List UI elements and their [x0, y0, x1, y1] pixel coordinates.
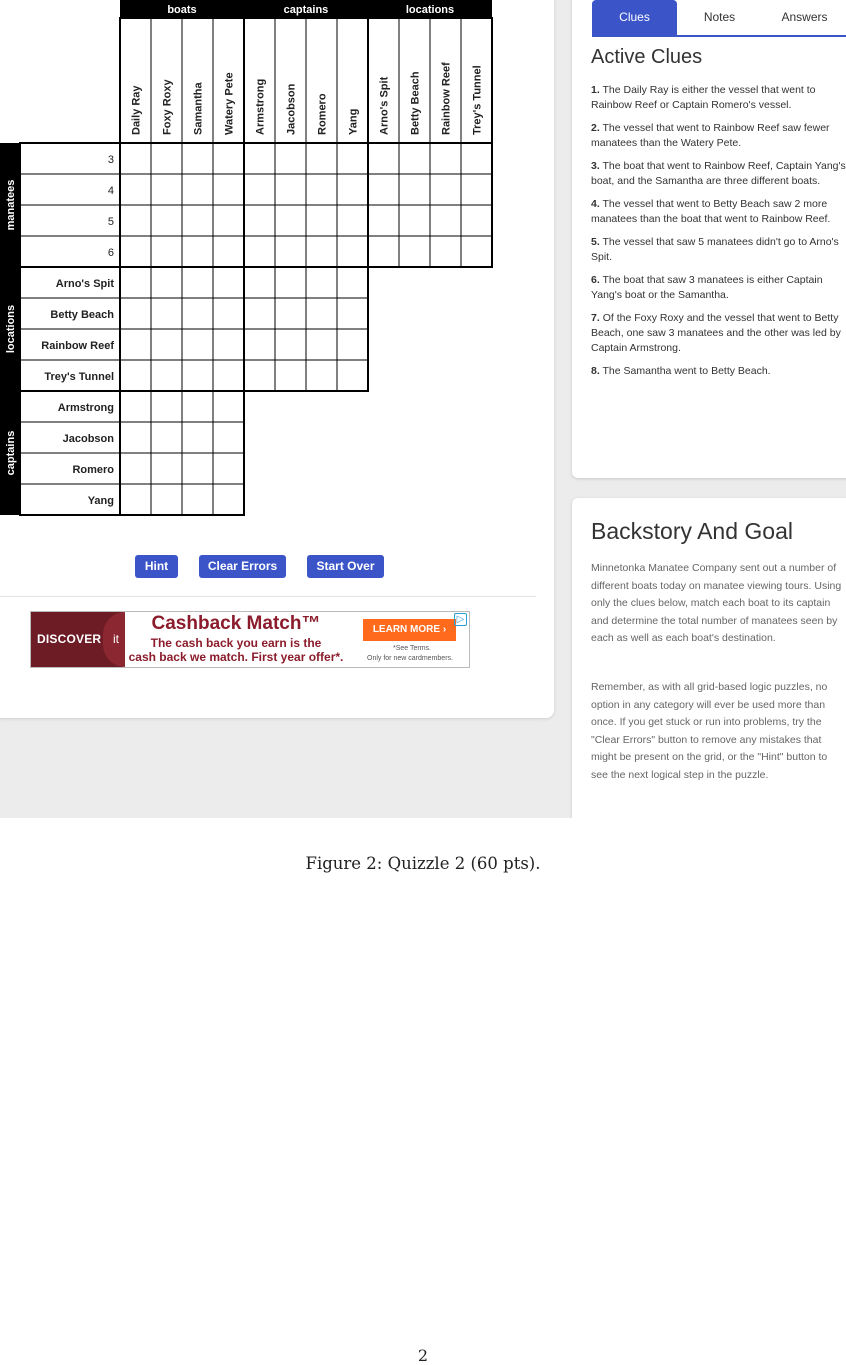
grid-cell[interactable] [151, 422, 182, 453]
grid-cell[interactable] [182, 236, 213, 267]
clue-number: 4. [591, 198, 600, 210]
grid-cell[interactable] [244, 360, 275, 391]
column-header-label: Yang [347, 108, 360, 135]
grid-cell[interactable] [182, 484, 213, 515]
ad-learn-more-button[interactable]: LEARN MORE › [363, 619, 456, 641]
grid-cell[interactable] [399, 205, 430, 236]
grid-cell[interactable] [244, 236, 275, 267]
clue-number: 6. [591, 274, 600, 286]
grid-cell[interactable] [213, 422, 244, 453]
grid-cell[interactable] [213, 298, 244, 329]
grid-cell[interactable] [461, 143, 492, 174]
clue-text: The vessel that went to Betty Beach saw 2 more manatees than the boat that went to Rainbow Reef. [591, 198, 831, 225]
tab-notes[interactable]: Notes [703, 10, 736, 24]
grid-cell[interactable] [182, 391, 213, 422]
grid-cell[interactable] [213, 174, 244, 205]
grid-cell[interactable] [151, 205, 182, 236]
grid-cell[interactable] [120, 329, 151, 360]
grid-cell[interactable] [151, 236, 182, 267]
grid-cell[interactable] [368, 143, 399, 174]
clue-text: Of the Foxy Roxy and the vessel that went to Betty Beach, one saw 3 manatees and the other was led by Captain Armstrong. [591, 312, 841, 354]
grid-cell[interactable] [182, 329, 213, 360]
grid-cell[interactable] [337, 143, 368, 174]
grid-cell[interactable] [337, 329, 368, 360]
grid-cell[interactable] [213, 267, 244, 298]
clue-item [591, 197, 846, 227]
clue-text: The Samantha went to Betty Beach. [602, 365, 771, 377]
grid-cell[interactable] [120, 484, 151, 515]
row-label: Jacobson [62, 433, 114, 445]
grid-cell[interactable] [275, 143, 306, 174]
grid-cell[interactable] [275, 329, 306, 360]
backstory-panel [572, 498, 846, 818]
grid-cell[interactable] [120, 298, 151, 329]
grid-cell[interactable] [244, 143, 275, 174]
grid-cell[interactable] [399, 174, 430, 205]
grid-cell[interactable] [399, 143, 430, 174]
figure-caption: Figure 2: Quizzle 2 (60 pts). [305, 854, 541, 873]
grid-cell[interactable] [120, 205, 151, 236]
row-group-label: captains [5, 430, 17, 476]
column-header-label: Samantha [192, 82, 205, 135]
clue-item [591, 83, 846, 113]
grid-cell[interactable] [306, 360, 337, 391]
grid-cell[interactable] [151, 298, 182, 329]
row-label: 5 [107, 216, 114, 228]
grid-cell[interactable] [337, 267, 368, 298]
clue-text: The vessel that saw 5 manatees didn't go to Arno's Spit. [591, 236, 839, 263]
clues-heading: Active Clues [591, 46, 703, 68]
grid-cell[interactable] [275, 267, 306, 298]
ad-brand-suffix: it [103, 612, 125, 667]
divider [0, 596, 536, 597]
grid-cell[interactable] [151, 267, 182, 298]
grid-cell[interactable] [399, 236, 430, 267]
grid-cell[interactable] [461, 174, 492, 205]
grid-cell[interactable] [244, 298, 275, 329]
clue-text: The Daily Ray is either the vessel that went to Rainbow Reef or Captain Romero's vessel. [591, 84, 816, 111]
tab-clues[interactable]: Clues [592, 0, 677, 35]
clue-number: 2. [591, 122, 600, 134]
grid-cell[interactable] [182, 267, 213, 298]
hint-button[interactable]: Hint [135, 555, 178, 578]
grid-cell[interactable] [337, 298, 368, 329]
column-header-label: Romero [316, 93, 329, 135]
column-header-label: Daily Ray [130, 85, 143, 135]
clues-panel [572, 0, 846, 478]
grid-cell[interactable] [151, 329, 182, 360]
backstory-paragraph-2: Remember, as with all grid-based logic puzzles, no option in any category will ever be used more than once. If you get stuck or run into problems, try the "Clear Errors" button to remove any mistakes that might be present on the grid, or the "Hint" button to see the next logical step in the puzzle. [591, 681, 828, 781]
grid-cell[interactable] [213, 484, 244, 515]
grid-cell[interactable] [120, 267, 151, 298]
grid-cell[interactable] [430, 236, 461, 267]
clue-text: The vessel that went to Rainbow Reef saw fewer manatees than the Watery Pete. [591, 122, 830, 149]
start-over-button[interactable]: Start Over [307, 555, 384, 578]
grid-cell[interactable] [306, 267, 337, 298]
clue-item [591, 235, 846, 265]
row-label: Yang [87, 495, 114, 507]
backstory-paragraph-1: Minnetonka Manatee Company sent out a number of different boats today on manatee viewing tours. Using only the clues below, match each boat to its captain and determine the total number of manatees seen by each as well as each boat's destination. [591, 562, 842, 644]
grid-cell[interactable] [244, 267, 275, 298]
grid-cell[interactable] [430, 174, 461, 205]
ad-title: Cashback Match™ [151, 613, 321, 634]
grid-cell[interactable] [337, 236, 368, 267]
column-header-label: Rainbow Reef [440, 62, 453, 135]
grid-cell[interactable] [182, 174, 213, 205]
grid-cell[interactable] [244, 329, 275, 360]
clue-item [591, 121, 846, 151]
column-header-label: Foxy Roxy [161, 79, 174, 135]
column-header-label: Arno's Spit [378, 76, 391, 135]
clue-list [591, 83, 846, 387]
grid-cell[interactable] [120, 143, 151, 174]
grid-cell[interactable] [213, 360, 244, 391]
grid-cell[interactable] [275, 236, 306, 267]
row-label: Trey's Tunnel [44, 371, 114, 383]
row-label: Rainbow Reef [41, 340, 114, 352]
grid-cell[interactable] [213, 329, 244, 360]
page-number: 2 [417, 1346, 429, 1365]
row-label: Betty Beach [50, 309, 114, 321]
grid-cell[interactable] [306, 143, 337, 174]
grid-cell[interactable] [120, 236, 151, 267]
grid-cell[interactable] [151, 484, 182, 515]
row-label: 3 [107, 154, 114, 166]
clue-number: 1. [591, 84, 600, 96]
clue-number: 5. [591, 236, 600, 248]
grid-cell[interactable] [120, 391, 151, 422]
grid-cell[interactable] [182, 422, 213, 453]
grid-cell[interactable] [275, 298, 306, 329]
clue-item [591, 311, 846, 356]
grid-cell[interactable] [368, 236, 399, 267]
grid-cell[interactable] [461, 236, 492, 267]
grid-cell[interactable] [182, 143, 213, 174]
grid-cell[interactable] [306, 329, 337, 360]
ad-line-2: cash back we match. First year offer*. [128, 650, 344, 664]
grid-cell[interactable] [430, 205, 461, 236]
row-label: Armstrong [57, 402, 114, 414]
row-label: Arno's Spit [55, 278, 114, 290]
advertisement-banner[interactable] [30, 611, 470, 668]
grid-cell[interactable] [213, 205, 244, 236]
grid-cell[interactable] [461, 205, 492, 236]
grid-cell[interactable] [306, 236, 337, 267]
grid-cell[interactable] [306, 298, 337, 329]
grid-cell[interactable] [430, 143, 461, 174]
clue-number: 3. [591, 160, 600, 172]
tabs-underline [592, 35, 846, 37]
ad-terms: *See Terms. [393, 645, 431, 652]
row-group-label: manatees [5, 179, 17, 231]
grid-cell[interactable] [275, 205, 306, 236]
clue-item [591, 159, 846, 189]
row-label: 4 [107, 185, 114, 197]
clue-number: 7. [591, 312, 600, 324]
grid-cell[interactable] [213, 391, 244, 422]
column-header-label: Trey's Tunnel [471, 65, 484, 135]
clue-item [591, 364, 846, 379]
grid-cell[interactable] [182, 205, 213, 236]
grid-cell[interactable] [151, 174, 182, 205]
grid-cell[interactable] [151, 391, 182, 422]
grid-cell[interactable] [337, 174, 368, 205]
grid-cell[interactable] [213, 453, 244, 484]
column-header-label: Jacobson [285, 83, 298, 135]
clear-errors-button[interactable]: Clear Errors [199, 555, 286, 578]
backstory-heading: Backstory And Goal [591, 518, 793, 544]
grid-cell[interactable] [182, 453, 213, 484]
column-group-label: locations [405, 4, 455, 16]
column-header-label: Watery Pete [223, 72, 236, 135]
column-group-label: captains [283, 4, 329, 16]
clue-number: 8. [591, 365, 600, 377]
row-group-label: locations [5, 304, 17, 354]
clue-item [591, 273, 846, 303]
grid-cell[interactable] [275, 360, 306, 391]
grid-cell[interactable] [151, 453, 182, 484]
grid-cell[interactable] [120, 174, 151, 205]
grid-cell[interactable] [368, 205, 399, 236]
ad-terms-note: Only for new cardmembers. [367, 655, 453, 662]
grid-cell[interactable] [151, 360, 182, 391]
grid-cell[interactable] [213, 236, 244, 267]
row-label: 6 [107, 247, 114, 259]
grid-cell[interactable] [182, 298, 213, 329]
grid-cell[interactable] [120, 422, 151, 453]
row-label: Romero [72, 464, 114, 476]
ad-choices-icon[interactable]: ▷ [454, 613, 467, 626]
grid-cell[interactable] [306, 174, 337, 205]
grid-cell[interactable] [337, 205, 368, 236]
grid-cell[interactable] [151, 143, 182, 174]
column-group-label: boats [167, 4, 197, 16]
grid-cell[interactable] [120, 453, 151, 484]
grid-cell[interactable] [244, 205, 275, 236]
grid-cell[interactable] [244, 174, 275, 205]
grid-cell[interactable] [182, 360, 213, 391]
clue-text: The boat that saw 3 manatees is either Captain Yang's boat or the Samantha. [591, 274, 823, 301]
grid-cell[interactable] [120, 360, 151, 391]
grid-cell[interactable] [337, 360, 368, 391]
column-header-label: Betty Beach [409, 71, 422, 135]
tab-answers[interactable]: Answers [781, 10, 828, 24]
grid-cell[interactable] [306, 205, 337, 236]
grid-cell[interactable] [368, 174, 399, 205]
ad-line-1: The cash back you earn is the [150, 636, 322, 650]
grid-cell[interactable] [275, 174, 306, 205]
column-header-label: Armstrong [254, 78, 267, 135]
ad-brand-name: DISCOVER [37, 632, 102, 646]
grid-cell[interactable] [213, 143, 244, 174]
clue-text: The boat that went to Rainbow Reef, Captain Yang's boat, and the Samantha are three different boats. [591, 160, 846, 187]
